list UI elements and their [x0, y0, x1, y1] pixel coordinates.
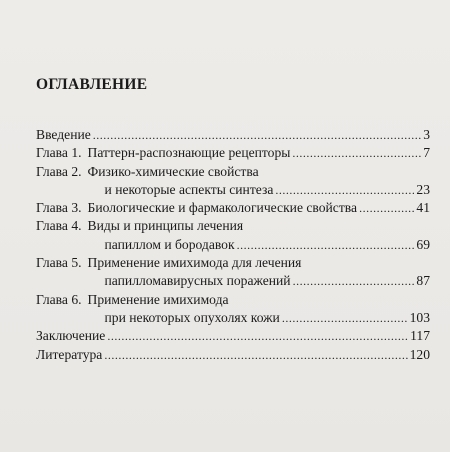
- chapter-label: Глава 6.: [36, 291, 82, 307]
- chapter-label: Глава 2.: [36, 163, 82, 179]
- toc-entry-conclusion: [36, 327, 430, 345]
- toc-page-number: 120: [409, 346, 430, 362]
- dot-leader: [107, 327, 408, 345]
- toc-page-number: 87: [416, 273, 430, 289]
- toc-page-number: 69: [416, 236, 430, 252]
- toc-entry-chapter-1: [36, 144, 430, 162]
- toc-entry-chapter-6: [36, 291, 430, 328]
- toc-entry-title-line-1: Виды и принципы лечения: [87, 218, 244, 234]
- toc-page-number: 7: [423, 145, 430, 161]
- toc-entry-title: Паттерн-распознающие рецепторы: [87, 145, 291, 161]
- dot-leader: [359, 199, 414, 217]
- toc-page-number: 117: [410, 328, 430, 344]
- chapter-label: Глава 1.: [36, 145, 82, 161]
- dot-leader: [292, 144, 421, 162]
- table-of-contents: [36, 126, 430, 364]
- toc-entry-title: Введение: [36, 127, 91, 142]
- toc-page-number: 41: [416, 200, 430, 216]
- toc-entry-chapter-4: [36, 217, 430, 254]
- chapter-label: Глава 4.: [36, 218, 82, 234]
- dot-leader: [237, 236, 415, 254]
- toc-entry-references: [36, 346, 430, 364]
- toc-entry-title-line-2: при некоторых опухолях кожи: [104, 309, 280, 325]
- dot-leader: [293, 272, 415, 290]
- toc-entry-title-line-1: Физико-химические свойства: [87, 163, 259, 179]
- chapter-label: Глава 3.: [36, 200, 82, 216]
- toc-page-number: 23: [416, 181, 430, 197]
- toc-page-number: 103: [409, 309, 430, 325]
- toc-page-number: 3: [423, 127, 430, 142]
- toc-entry-title-line-2: папиллом и бородавок: [104, 236, 235, 252]
- toc-entry-title: Литература: [36, 346, 103, 362]
- dot-leader: [93, 126, 421, 144]
- toc-entry-title: Биологические и фармакологические свойства: [87, 200, 358, 216]
- toc-heading: ОГЛАВЛЕНИЕ: [36, 76, 148, 93]
- toc-entry-chapter-3: [36, 199, 430, 217]
- toc-entry-chapter-5: [36, 254, 430, 291]
- toc-entry-title-line-2: папилломавирусных поражений: [104, 273, 291, 289]
- toc-entry-chapter-2: [36, 163, 430, 200]
- toc-entry-title: Заключение: [36, 328, 106, 344]
- dot-leader: [282, 309, 408, 327]
- dot-leader: [275, 181, 414, 199]
- toc-entry-title-line-1: Применение имихимода: [87, 291, 229, 307]
- chapter-label: Глава 5.: [36, 255, 82, 271]
- dot-leader: [104, 346, 407, 364]
- toc-entry-title-line-1: Применение имихимода для лечения: [87, 255, 302, 271]
- toc-entry-introduction: [36, 126, 430, 144]
- toc-entry-title-line-2: и некоторые аспекты синтеза: [104, 181, 274, 197]
